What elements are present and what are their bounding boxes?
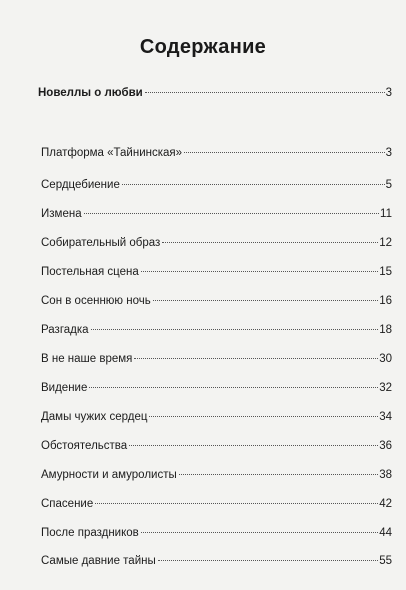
toc-entry-title: Амурности и амуролисты xyxy=(41,469,177,481)
toc-page-number: 30 xyxy=(379,353,392,365)
toc-page-number: 34 xyxy=(379,411,392,423)
toc-page-number: 11 xyxy=(380,208,392,220)
toc-entry-title: После праздников xyxy=(41,527,139,539)
dot-leader xyxy=(141,271,378,272)
dot-leader xyxy=(179,474,378,475)
toc-page-number: 12 xyxy=(379,237,392,249)
toc-entry-title: Видение xyxy=(41,382,88,394)
toc-page-number: 38 xyxy=(379,469,392,481)
dot-leader xyxy=(184,152,385,153)
dot-leader xyxy=(89,387,378,388)
dot-leader xyxy=(129,445,378,446)
dot-leader xyxy=(145,92,385,93)
toc-entry-title: Платформа «Тайнинская» xyxy=(41,147,183,159)
toc-entry xyxy=(41,381,392,395)
toc-entry xyxy=(41,410,392,424)
toc-entry-title: В не наше время xyxy=(41,353,133,365)
toc-entry xyxy=(41,146,392,160)
toc-entry-title: Дамы чужих сердец xyxy=(41,411,148,423)
toc-entry-title: Сердцебиение xyxy=(41,179,120,191)
toc-page-number: 15 xyxy=(379,266,392,278)
toc-section xyxy=(38,86,392,100)
toc-entry-title: Разгадка xyxy=(41,324,89,336)
dot-leader xyxy=(158,560,378,561)
toc-page-number: 3 xyxy=(385,87,392,99)
dot-leader xyxy=(149,416,378,417)
dot-leader xyxy=(84,213,379,214)
toc-entry xyxy=(41,352,392,366)
toc-page-number: 18 xyxy=(379,324,392,336)
dot-leader xyxy=(134,358,378,359)
toc-entry xyxy=(41,554,392,568)
toc-page-number: 3 xyxy=(385,147,392,159)
toc-entry xyxy=(41,497,392,511)
toc-page-number: 32 xyxy=(379,382,392,394)
toc-entry-title: Обстоятельства xyxy=(41,440,128,452)
toc-page-number: 44 xyxy=(379,527,392,539)
page-title: Содержание xyxy=(139,36,267,58)
toc-entry-title: Новеллы о любви xyxy=(38,87,143,99)
toc-entry-title: Собирательный образ xyxy=(41,237,161,249)
toc-page-number: 5 xyxy=(385,179,392,191)
toc-entry xyxy=(41,236,392,250)
toc-entry xyxy=(41,294,392,308)
toc-page-number: 36 xyxy=(379,440,392,452)
dot-leader xyxy=(122,184,385,185)
toc-entry-title: Сон в осеннюю ночь xyxy=(41,295,151,307)
toc-page-number: 42 xyxy=(379,498,392,510)
dot-leader xyxy=(162,242,378,243)
toc-entry xyxy=(41,439,392,453)
dot-leader xyxy=(141,532,378,533)
toc-entry xyxy=(41,323,392,337)
dot-leader xyxy=(95,503,378,504)
toc-entry xyxy=(41,468,392,482)
toc-page-number: 55 xyxy=(379,555,392,567)
toc-page-number: 16 xyxy=(379,295,392,307)
toc-entry-title: Измена xyxy=(41,208,82,220)
dot-leader xyxy=(91,329,379,330)
toc-entry xyxy=(41,178,392,192)
toc-entry-title: Спасение xyxy=(41,498,94,510)
toc-entry xyxy=(41,265,392,279)
dot-leader xyxy=(153,300,378,301)
toc-entry xyxy=(41,526,392,540)
toc-entry-title: Самые давние тайны xyxy=(41,555,156,567)
toc-entry-title: Постельная сцена xyxy=(41,266,139,278)
toc-entry xyxy=(41,207,392,221)
